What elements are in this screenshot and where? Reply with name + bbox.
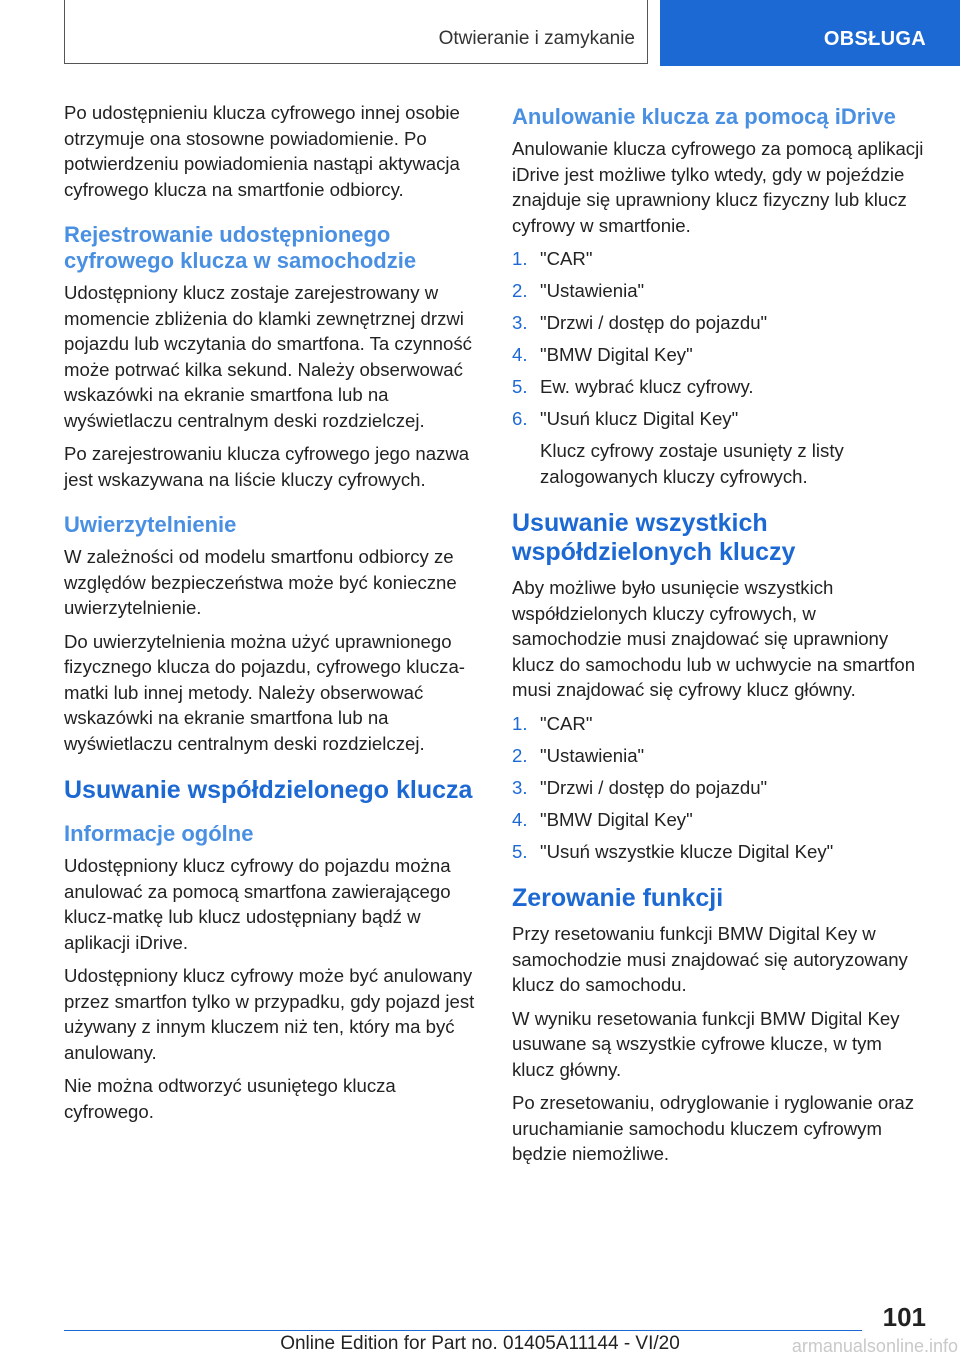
heading-reset-function: Zerowanie funkcji: [512, 884, 724, 912]
paragraph: Po udostępnieniu klucza cyfrowego innej osobie otrzymuje ona stosowne powiadomienie. Po potwierdzeniu powiadomienia nastąpi aktywacja cyfrowego klucza na smartfonie odbiorcy.: [64, 102, 460, 200]
step-text: "CAR": [540, 712, 593, 734]
list-item: [512, 246, 928, 272]
page-header: [0, 0, 960, 66]
step-number: 4.: [512, 344, 528, 365]
step-text: "Drzwi / dostęp do pojazdu": [540, 312, 768, 333]
step-number: 4.: [512, 808, 528, 830]
step-text: "Ustawienia": [540, 280, 645, 301]
step-text: "Drzwi / dostęp do pojazdu": [540, 776, 768, 798]
list-item: [512, 342, 928, 368]
list-item: [512, 278, 928, 304]
heading-register-shared-key: Rejestrowanie udostępnionego cyfrowego klucza w samochodzie: [64, 222, 417, 273]
footer-divider: [64, 1330, 862, 1331]
step-number: 3.: [512, 312, 528, 333]
footer-edition: Online Edition for Part no. 01405A11144 - VI/20: [280, 1333, 680, 1354]
step-number: 6.: [512, 408, 528, 429]
left-column: [64, 100, 480, 1132]
list-item: [512, 743, 928, 769]
list-item: [512, 374, 928, 400]
step-number: 5.: [512, 376, 528, 397]
paragraph: Aby możliwe było usunięcie wszystkich współdzielonych kluczy cyfrowych, w samochodzie musi znajdować się uprawniony klucz do samochodu lub w uchwycie na smartfon musi znajdować się cyfrowy klucz główny.: [512, 577, 916, 700]
section-title: Otwieranie i zamykanie: [438, 28, 635, 49]
list-item: [512, 839, 928, 865]
heading-cancel-idrive: Anulowanie klucza za pomocą iDrive: [512, 104, 896, 129]
heading-delete-all-shared-keys: Usuwanie wszystkich współdzielonych kluczy: [512, 509, 796, 566]
step-text: "Ustawienia": [540, 744, 645, 766]
chapter-title: OBSŁUGA: [823, 28, 926, 50]
step-text: "BMW Digital Key": [540, 344, 693, 365]
heading-general-info: Informacje ogólne: [64, 821, 254, 846]
step-result-note: Klucz cyfrowy zostaje usunięty z listy zalogowanych kluczy cyfrowych.: [540, 440, 844, 487]
step-number: 1.: [512, 712, 528, 734]
page-number: 101: [882, 1302, 926, 1332]
steps-list-cancel: [512, 246, 928, 432]
paragraph: W wyniku resetowania funkcji BMW Digital Key usuwane są wszystkie cyfrowe klucze, w tym klucz główny.: [512, 1007, 900, 1080]
paragraph: W zależności od modelu smartfonu odbiorcy ze względów bezpieczeństwa może być konieczne uwierzytelnienie.: [64, 546, 457, 618]
paragraph: Po zarejestrowaniu klucza cyfrowego jego nazwa jest wskazywana na liście kluczy cyfrowych.: [64, 443, 470, 490]
step-text: "CAR": [540, 248, 593, 269]
list-item: [512, 711, 928, 737]
step-number: 1.: [512, 248, 528, 269]
paragraph: Przy resetowaniu funkcji BMW Digital Key w samochodzie musi znajdować się autoryzowany klucz do samochodu.: [512, 923, 908, 995]
step-text: "Usuń klucz Digital Key": [540, 408, 739, 429]
chapter-tab: [660, 0, 960, 66]
steps-list-delete-all: [512, 711, 928, 865]
paragraph: Do uwierzytelnienia można użyć uprawnionego fizycznego klucza do pojazdu, cyfrowego klucza-matki lub innej metody. Należy obserwować wskazówki na ekranie smartfona lub na wyświetlaczu centralnym deski rozdzielczej.: [64, 630, 466, 754]
paragraph: Anulowanie klucza cyfrowego za pomocą aplikacji iDrive jest możliwe tylko wtedy, gdy w pojeździe znajduje się uprawniony klucz fizyczny lub klucz cyfrowy w smartfonie.: [512, 138, 924, 236]
step-number: 2.: [512, 280, 528, 301]
step-number: 2.: [512, 744, 528, 766]
list-item: [512, 310, 928, 336]
paragraph: Udostępniony klucz cyfrowy może być anulowany przez smartfon tylko w przypadku, gdy pojazd jest używany z innym kluczem niż ten, który ma być anulowany.: [64, 965, 475, 1063]
list-item: [512, 775, 928, 801]
paragraph: Nie można odtworzyć usuniętego klucza cyfrowego.: [64, 1075, 396, 1122]
step-number: 3.: [512, 776, 528, 798]
heading-authentication: Uwierzytelnienie: [64, 512, 237, 537]
paragraph: Udostępniony klucz cyfrowy do pojazdu można anulować za pomocą smartfona zawierającego klucz-matkę lub klucz udostępniany bądź w aplikacji iDrive.: [64, 855, 451, 953]
step-text: "BMW Digital Key": [540, 808, 693, 830]
paragraph: Udostępniony klucz zostaje zarejestrowany w momencie zbliżenia do klamki zewnętrznej drzwi pojazdu lub wczytania do smartfona. Ta czynność może potrwać kilka sekund. Należy obserwować wskazówki na ekranie smartfona lub na wyświetlaczu centralnym deski rozdzielczej.: [64, 282, 472, 431]
list-item: [512, 406, 928, 432]
step-number: 5.: [512, 840, 528, 862]
step-text: "Usuń wszystkie klucze Digital Key": [540, 840, 834, 862]
list-item: [512, 807, 928, 833]
step-text: Ew. wybrać klucz cyfrowy.: [540, 376, 754, 397]
section-title-box: [64, 0, 648, 64]
paragraph: Po zresetowaniu, odryglowanie i ryglowanie oraz uruchamianie samochodu kluczem cyfrowym będzie niemożliwe.: [512, 1092, 915, 1164]
watermark: armanualsonline.info: [791, 1336, 958, 1356]
heading-delete-shared-key: Usuwanie współdzielonego klucza: [64, 776, 473, 804]
right-column: [512, 100, 928, 1175]
